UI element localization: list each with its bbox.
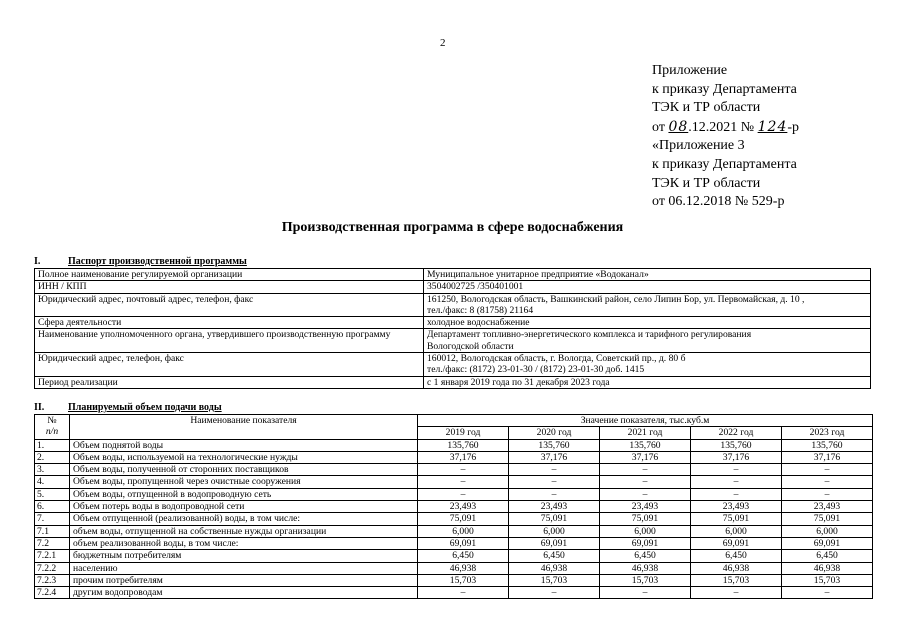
row-value: 15,703 [691, 574, 782, 586]
row-value: – [509, 587, 600, 599]
table-row [35, 513, 873, 525]
row-value: 23,493 [509, 501, 600, 513]
header-row [35, 415, 873, 427]
year-header: 2020 год [509, 427, 600, 439]
year-header: 2023 год [782, 427, 873, 439]
row-value: 69,091 [418, 537, 509, 549]
col-number-header [35, 415, 70, 440]
row-value: – [418, 488, 509, 500]
passport-label: Полное наименование регулируемой организации [35, 269, 424, 281]
row-value: – [782, 587, 873, 599]
appendix-line: «Приложение 3 [652, 138, 745, 154]
appendix-line: к приказу Департамента [652, 156, 797, 172]
table-row [35, 476, 873, 488]
row-value: 135,760 [509, 439, 600, 451]
row-value: 15,703 [600, 574, 691, 586]
passport-row [35, 376, 871, 388]
row-value: – [600, 587, 691, 599]
row-name: другим водопроводам [70, 587, 418, 599]
passport-value: Департамент топливно-энергетического комплекса и тарифного регулирования [427, 329, 752, 341]
passport-row [35, 353, 871, 377]
passport-table [34, 268, 871, 389]
passport-value-cell [424, 329, 871, 353]
row-number: 1. [35, 439, 70, 451]
section-number: I. [34, 256, 41, 267]
date-rest: .12.2021 № [688, 119, 758, 135]
row-value: 6,450 [691, 550, 782, 562]
row-value: 6,450 [418, 550, 509, 562]
row-value: 135,760 [782, 439, 873, 451]
row-value: – [691, 476, 782, 488]
row-name: Объем поднятой воды [70, 439, 418, 451]
row-number: 7.2 [35, 537, 70, 549]
row-value: 46,938 [691, 562, 782, 574]
appendix-block [652, 62, 902, 212]
row-name: объем воды, отпущенной на собственные нужды организации [70, 525, 418, 537]
row-value: 37,176 [691, 451, 782, 463]
row-name: Объем потерь воды в водопроводной сети [70, 501, 418, 513]
appendix-line: ТЭК и ТР области [652, 175, 761, 191]
row-value: – [691, 587, 782, 599]
passport-value-line2: Вологодской области [427, 340, 514, 352]
row-value: 135,760 [600, 439, 691, 451]
passport-row [35, 281, 871, 293]
row-number: 7. [35, 513, 70, 525]
row-value: 15,703 [509, 574, 600, 586]
row-value: 6,000 [509, 525, 600, 537]
table-row [35, 501, 873, 513]
passport-label: Юридический адрес, почтовый адрес, телефон, факс [35, 293, 424, 317]
row-value: – [600, 476, 691, 488]
row-value: – [600, 488, 691, 500]
row-value: 135,760 [691, 439, 782, 451]
row-value: 75,091 [600, 513, 691, 525]
appendix-line: Приложение [652, 63, 728, 78]
passport-label: Юридический адрес, телефон, факс [35, 353, 424, 377]
handwritten-order-number: 124 [757, 118, 788, 135]
table-row [35, 439, 873, 451]
section-title: Паспорт производственной программы [68, 256, 247, 267]
section-title: Планируемый объем подачи воды [68, 402, 222, 413]
row-value: 37,176 [418, 451, 509, 463]
passport-label: ИНН / КПП [35, 281, 424, 293]
passport-label: Период реализации [35, 376, 424, 388]
passport-value: Муниципальное унитарное предприятие «Водоканал» [427, 269, 649, 280]
row-name: населению [70, 562, 418, 574]
col-number-sublabel: п/п [45, 426, 59, 438]
col-number-label: № [47, 415, 57, 426]
passport-row [35, 317, 871, 329]
row-value: 75,091 [691, 513, 782, 525]
row-name: Объем воды, полученной от сторонних поставщиков [70, 464, 418, 476]
passport-row [35, 269, 871, 281]
handwritten-day: 08 [668, 118, 689, 135]
row-number: 7.2.1 [35, 550, 70, 562]
row-number: 5. [35, 488, 70, 500]
table-row [35, 464, 873, 476]
row-value: – [782, 488, 873, 500]
col-name-header: Наименование показателя [70, 415, 418, 440]
table-row [35, 574, 873, 586]
row-name: бюджетным потребителям [70, 550, 418, 562]
row-value: 23,493 [600, 501, 691, 513]
row-value: 37,176 [509, 451, 600, 463]
table-row [35, 550, 873, 562]
row-value: 69,091 [509, 537, 600, 549]
row-value: 46,938 [600, 562, 691, 574]
appendix-line: от 06.12.2018 № 529-р [652, 194, 785, 210]
row-value: 15,703 [782, 574, 873, 586]
row-value: 6,450 [782, 550, 873, 562]
row-value: 46,938 [418, 562, 509, 574]
row-value: – [418, 464, 509, 476]
passport-value-line2: тел./факс: (8172) 23-01-30 / (8172) 23-01-30 доб. 1415 [427, 364, 645, 376]
row-value: – [509, 488, 600, 500]
order-suffix: -р [787, 119, 800, 135]
row-value: 37,176 [782, 451, 873, 463]
table-row [35, 587, 873, 599]
row-value: 69,091 [782, 537, 873, 549]
row-value: – [782, 464, 873, 476]
table-row [35, 537, 873, 549]
passport-value: холодное водоснабжение [427, 317, 530, 329]
appendix-date-line [652, 118, 902, 138]
row-value: – [418, 476, 509, 488]
passport-value: с 1 января 2019 года по 31 декабря 2023 года [427, 376, 610, 388]
row-number: 7.1 [35, 525, 70, 537]
row-value: 23,493 [418, 501, 509, 513]
row-number: 3. [35, 464, 70, 476]
row-value: – [509, 476, 600, 488]
row-value: 135,760 [418, 439, 509, 451]
passport-value-cell [424, 269, 871, 281]
row-number: 7.2.3 [35, 574, 70, 586]
passport-label: Наименование уполномоченного органа, утвердившего производственную программу [35, 329, 424, 353]
passport-label: Сфера деятельности [35, 317, 424, 329]
row-value: 6,000 [600, 525, 691, 537]
passport-value-cell [424, 281, 871, 293]
year-header: 2021 год [600, 427, 691, 439]
table-row [35, 488, 873, 500]
row-value: – [691, 488, 782, 500]
table-row [35, 451, 873, 463]
row-value: – [418, 587, 509, 599]
row-name: объем реализованной воды, в том числе: [70, 537, 418, 549]
passport-row [35, 329, 871, 353]
passport-value-cell [424, 317, 871, 329]
row-value: 46,938 [782, 562, 873, 574]
row-value: 6,000 [691, 525, 782, 537]
row-number: 7.2.4 [35, 587, 70, 599]
row-value: 69,091 [600, 537, 691, 549]
document-title: Производственная программа в сфере водоснабжения [281, 220, 624, 235]
page-number: 2 [440, 37, 446, 49]
passport-value: 160012, Вологодская область, г. Вологда, Советский пр., д. 80 б [427, 353, 686, 365]
row-value: 6,000 [782, 525, 873, 537]
year-header: 2019 год [418, 427, 509, 439]
passport-row [35, 293, 871, 317]
section-number: II. [34, 402, 45, 413]
passport-value-line2: тел./факс: 8 (81758) 21164 [427, 304, 534, 316]
row-name: Объем отпущенной (реализованной) воды, в том числе: [70, 513, 418, 525]
row-name: Объем воды, используемой на технологические нужды [70, 451, 418, 463]
row-value: 75,091 [782, 513, 873, 525]
row-number: 4. [35, 476, 70, 488]
row-name: Объем воды, отпущенной в водопроводную сеть [70, 488, 418, 500]
appendix-line: ТЭК и ТР области [652, 100, 761, 116]
row-value: 37,176 [600, 451, 691, 463]
row-value: 69,091 [691, 537, 782, 549]
row-number: 2. [35, 451, 70, 463]
date-prefix: от [652, 119, 669, 135]
table-row [35, 525, 873, 537]
water-volume-table [34, 414, 873, 599]
row-value: – [600, 464, 691, 476]
row-number: 6. [35, 501, 70, 513]
row-value: – [691, 464, 782, 476]
section-heading-volume [34, 402, 222, 413]
passport-value: 3504002725 /350401001 [427, 281, 524, 293]
row-value: 6,450 [600, 550, 691, 562]
row-value: 75,091 [509, 513, 600, 525]
row-value: – [782, 476, 873, 488]
row-value: 23,493 [782, 501, 873, 513]
row-number: 7.2.2 [35, 562, 70, 574]
row-value: 75,091 [418, 513, 509, 525]
section-heading-passport [34, 256, 247, 267]
row-value: – [509, 464, 600, 476]
row-value: 6,450 [509, 550, 600, 562]
row-value: 6,000 [418, 525, 509, 537]
year-header: 2022 год [691, 427, 782, 439]
passport-value: 161250, Вологодская область, Вашкинский район, село Липин Бор, ул. Первомайская, д. 10 , [427, 293, 805, 305]
row-name: Объем воды, пропущенной через очистные сооружения [70, 476, 418, 488]
table-row [35, 562, 873, 574]
passport-value-cell [424, 293, 871, 317]
col-value-header: Значение показателя, тыс.куб.м [418, 415, 873, 427]
row-name: прочим потребителям [70, 574, 418, 586]
row-value: 23,493 [691, 501, 782, 513]
passport-value-cell [424, 376, 871, 388]
row-value: 46,938 [509, 562, 600, 574]
row-value: 15,703 [418, 574, 509, 586]
appendix-line: к приказу Департамента [652, 81, 797, 97]
passport-value-cell [424, 353, 871, 377]
